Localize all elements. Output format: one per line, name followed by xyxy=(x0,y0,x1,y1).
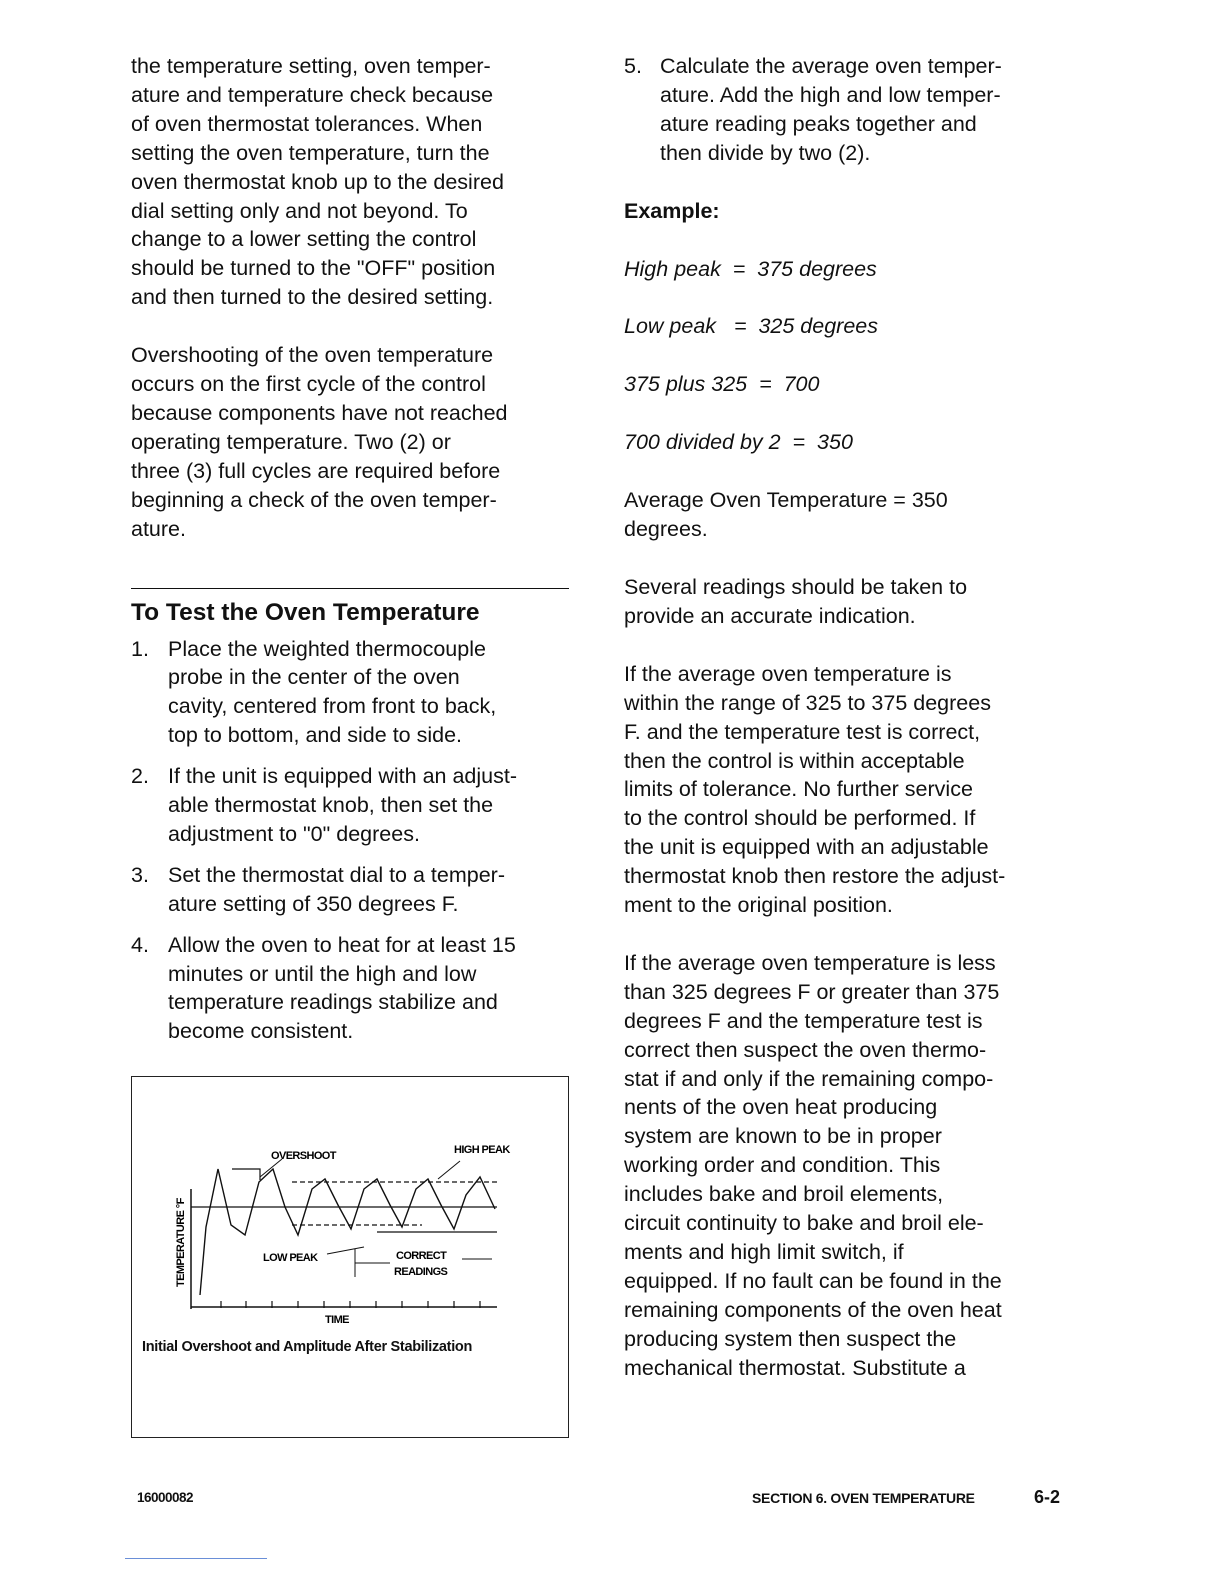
left-paragraph-1 xyxy=(131,52,571,312)
scan-artifact-line xyxy=(125,1558,267,1559)
text-line: F. and the temperature test is correct, xyxy=(624,719,981,744)
text-line: nents of the oven heat producing xyxy=(624,1095,938,1120)
text-line: ature. xyxy=(131,516,186,541)
text-line: become consistent. xyxy=(168,1019,354,1044)
example-line: Low peak = 325 degrees xyxy=(624,314,879,339)
text-line: cavity, centered from front to back, xyxy=(168,694,497,719)
test-step xyxy=(131,931,571,1047)
text-line: producing system then suspect the xyxy=(624,1326,957,1351)
left-column xyxy=(131,52,571,1058)
readings-label: READINGS xyxy=(394,1266,448,1278)
text-line: equipped. If no fault can be found in the xyxy=(624,1268,1002,1293)
text-line: beginning a check of the oven temper- xyxy=(131,487,497,512)
text-line: working order and condition. This xyxy=(624,1153,941,1178)
text-line: If the unit is equipped with an adjust- xyxy=(168,764,517,789)
oven-temperature-figure xyxy=(131,1076,569,1438)
average-result xyxy=(624,486,1069,544)
text-line: then the control is within acceptable xyxy=(624,748,965,773)
text-line: oven thermostat knob up to the desired xyxy=(131,169,504,194)
step-5 xyxy=(624,52,1069,168)
left-paragraph-2 xyxy=(131,341,571,543)
text-line: stat if and only if the remaining compo- xyxy=(624,1066,994,1091)
document-number: 16000082 xyxy=(137,1490,194,1505)
text-line: Overshooting of the oven temperature xyxy=(131,343,494,368)
text-line: and then turned to the desired setting. xyxy=(131,285,494,310)
text-line: then divide by two (2). xyxy=(660,140,871,165)
x-axis-label: TIME xyxy=(325,1314,349,1326)
text-line: than 325 degrees F or greater than 375 xyxy=(624,979,1000,1004)
example-label: Example: xyxy=(624,198,720,223)
text-line: setting the oven temperature, turn the xyxy=(131,140,490,165)
step-number: 5. xyxy=(624,54,642,78)
text-line: degrees. xyxy=(624,517,708,542)
text-line: three (3) full cycles are required before xyxy=(131,458,501,483)
readings-paragraph xyxy=(624,573,1069,631)
y-axis-label: TEMPERATURE °F xyxy=(175,1198,187,1287)
text-line: ature reading peaks together and xyxy=(660,111,977,136)
text-line: Set the thermostat dial to a temper- xyxy=(168,862,505,887)
within-range-paragraph xyxy=(624,660,1069,920)
text-line: Average Oven Temperature = 350 xyxy=(624,488,948,513)
text-line: ature setting of 350 degrees F. xyxy=(168,891,459,916)
low-peak-label: LOW PEAK xyxy=(263,1252,318,1264)
footer-section-title: SECTION 6. OVEN TEMPERATURE xyxy=(752,1490,975,1506)
example-line: 375 plus 325 = 700 xyxy=(624,372,820,397)
text-line: ature. Add the high and low temper- xyxy=(660,82,1001,107)
text-line: remaining components of the oven heat xyxy=(624,1297,1002,1322)
text-line: top to bottom, and side to side. xyxy=(168,723,463,748)
text-line: thermostat knob then restore the adjust- xyxy=(624,864,1006,889)
text-line: operating temperature. Two (2) or xyxy=(131,429,451,454)
step-number: 2. xyxy=(131,764,149,789)
example-line: 700 divided by 2 = 350 xyxy=(624,430,853,455)
text-line: degrees F and the temperature test is xyxy=(624,1008,983,1033)
text-line: to the control should be performed. If xyxy=(624,806,976,831)
text-line: because components have not reached xyxy=(131,400,508,425)
temperature-graph xyxy=(132,1077,568,1437)
step-number: 1. xyxy=(131,636,149,661)
text-line: circuit continuity to bake and broil ele- xyxy=(624,1211,984,1236)
step-number: 4. xyxy=(131,932,149,957)
text-line: system are known to be in proper xyxy=(624,1124,942,1149)
text-line: ments and high limit switch, if xyxy=(624,1240,904,1264)
text-line: dial setting only and not beyond. To xyxy=(131,198,468,223)
text-line: adjustment to "0" degrees. xyxy=(168,821,420,846)
figure-caption: Initial Overshoot and Amplitude After Stabilization xyxy=(142,1339,473,1355)
heading-rule xyxy=(131,588,569,589)
overshoot-label: OVERSHOOT xyxy=(271,1150,336,1162)
text-line: minutes or until the high and low xyxy=(168,961,477,986)
low-peak-pointer xyxy=(327,1247,364,1254)
test-step xyxy=(131,861,571,919)
text-line: Calculate the average oven temper- xyxy=(660,54,1002,78)
high-peak-pointer xyxy=(438,1161,460,1179)
example-line: High peak = 375 degrees xyxy=(624,256,877,281)
page-number: 6-2 xyxy=(1034,1487,1061,1507)
text-line: within the range of 325 to 375 degrees xyxy=(624,690,991,715)
test-steps-list xyxy=(131,635,571,1047)
text-line: includes bake and broil elements, xyxy=(624,1182,944,1207)
text-line: should be turned to the "OFF" position xyxy=(131,256,496,281)
overshoot-bracket xyxy=(232,1169,260,1180)
text-line: the unit is equipped with an adjustable xyxy=(624,835,989,860)
text-line: limits of tolerance. No further service xyxy=(624,777,973,802)
text-line: temperature readings stabilize and xyxy=(168,990,498,1015)
example-calculations xyxy=(624,255,1069,487)
text-line: Several readings should be taken to xyxy=(624,574,968,599)
high-peak-label: HIGH PEAK xyxy=(454,1144,510,1156)
text-line: able thermostat knob, then set the xyxy=(168,793,494,818)
text-line: the temperature setting, oven temper- xyxy=(131,54,491,78)
text-line: provide an accurate indication. xyxy=(624,603,916,628)
step-number: 3. xyxy=(131,862,149,887)
text-line: probe in the center of the oven xyxy=(168,665,460,690)
text-line: occurs on the first cycle of the control xyxy=(131,372,486,397)
text-line: of oven thermostat tolerances. When xyxy=(131,111,483,136)
text-line: mechanical thermostat. Substitute a xyxy=(624,1355,966,1380)
text-line: correct then suspect the oven thermo- xyxy=(624,1037,987,1062)
text-line: change to a lower setting the control xyxy=(131,227,477,252)
text-line: ature and temperature check because xyxy=(131,82,494,107)
out-of-range-paragraph xyxy=(624,949,1069,1383)
text-line: If the average oven temperature is xyxy=(624,661,952,686)
text-line: Place the weighted thermocouple xyxy=(168,636,486,661)
text-line: If the average oven temperature is less xyxy=(624,950,996,975)
test-step xyxy=(131,762,571,849)
correct-label: CORRECT xyxy=(396,1250,447,1262)
right-column xyxy=(624,52,1069,1383)
section-heading: To Test the Oven Temperature xyxy=(131,598,480,626)
text-line: ment to the original position. xyxy=(624,893,893,918)
test-step xyxy=(131,635,571,751)
text-line: Allow the oven to heat for at least 15 xyxy=(168,932,516,957)
